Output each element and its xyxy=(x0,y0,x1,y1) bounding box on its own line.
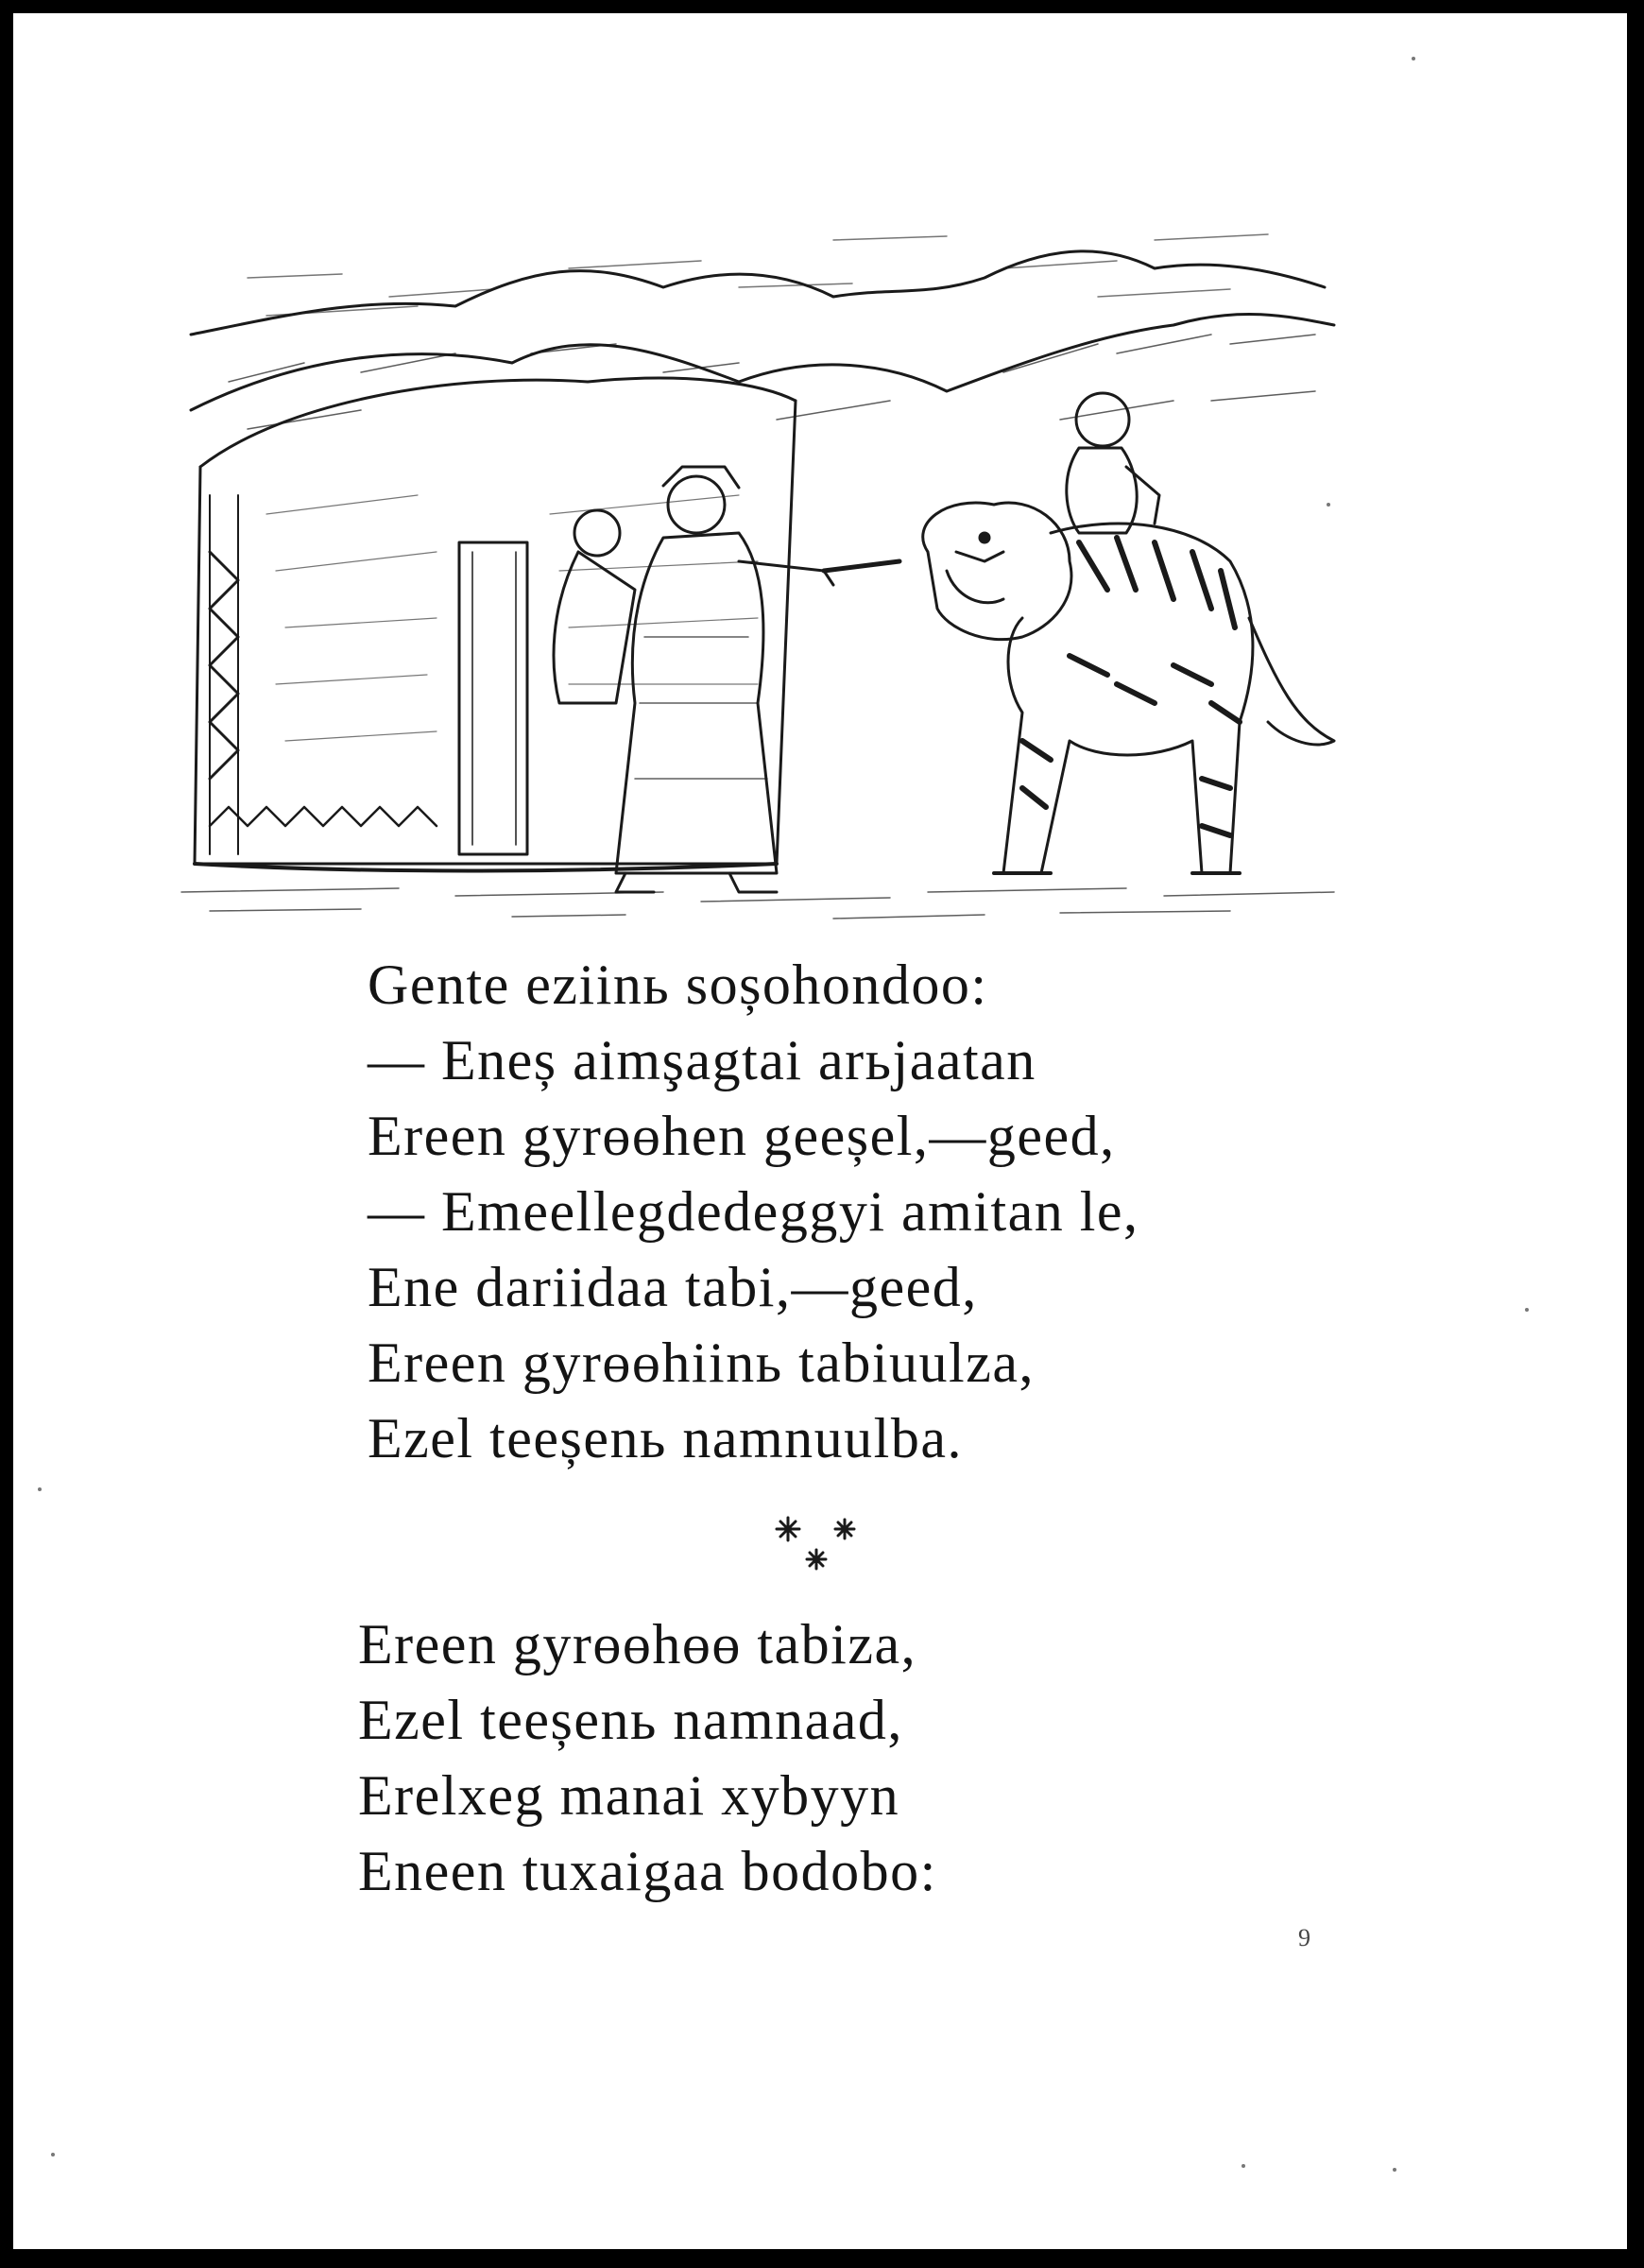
scan-speck xyxy=(1327,503,1330,507)
verse-line: Gente eziinь soșohondoo: xyxy=(368,954,988,1016)
scan-speck xyxy=(1412,57,1415,60)
verse-line: Ene dariidaa tabi,—geed, xyxy=(368,1256,978,1318)
tiger xyxy=(923,503,1334,873)
scan-speck xyxy=(1393,2168,1396,2172)
verse-line: Ereen gyrөөhiinь tabiuulza, xyxy=(368,1332,1035,1394)
scan-speck xyxy=(1242,2164,1245,2168)
verse-line: Ereen gyrөөhөө tabiza, xyxy=(358,1613,917,1675)
verse-line: Ezel teeșenь namnaad, xyxy=(358,1689,903,1751)
scan-speck xyxy=(38,1487,42,1491)
verse-line: — Emeellegdedeggyi amitan le, xyxy=(368,1180,1139,1243)
scan-speck xyxy=(51,2153,55,2156)
verse-line: Ezel teeșenь namnuulba. xyxy=(368,1407,963,1469)
illustration-drawing xyxy=(172,212,1353,939)
woman-with-child xyxy=(554,467,899,892)
verse-line: Erelxeg manai xybyyn xyxy=(358,1764,900,1827)
illustration xyxy=(172,212,1353,939)
hill-hatching xyxy=(229,335,1315,429)
page-number: 9 xyxy=(1298,1924,1310,1951)
page-sheet xyxy=(13,13,1627,2249)
hill-ridge xyxy=(191,314,1334,410)
boy-rider xyxy=(1067,393,1159,533)
verse-line: Ereen gyrөөhen geeșel,—geed, xyxy=(368,1105,1116,1167)
verse-line: Eneen tuxaigaa bodobo: xyxy=(358,1840,937,1902)
yurt xyxy=(195,378,796,870)
verse-line: — Eneș aimşagtai arьjaatan xyxy=(368,1029,1036,1091)
asterism-icon xyxy=(760,1508,873,1584)
scan-speck xyxy=(1525,1308,1529,1312)
